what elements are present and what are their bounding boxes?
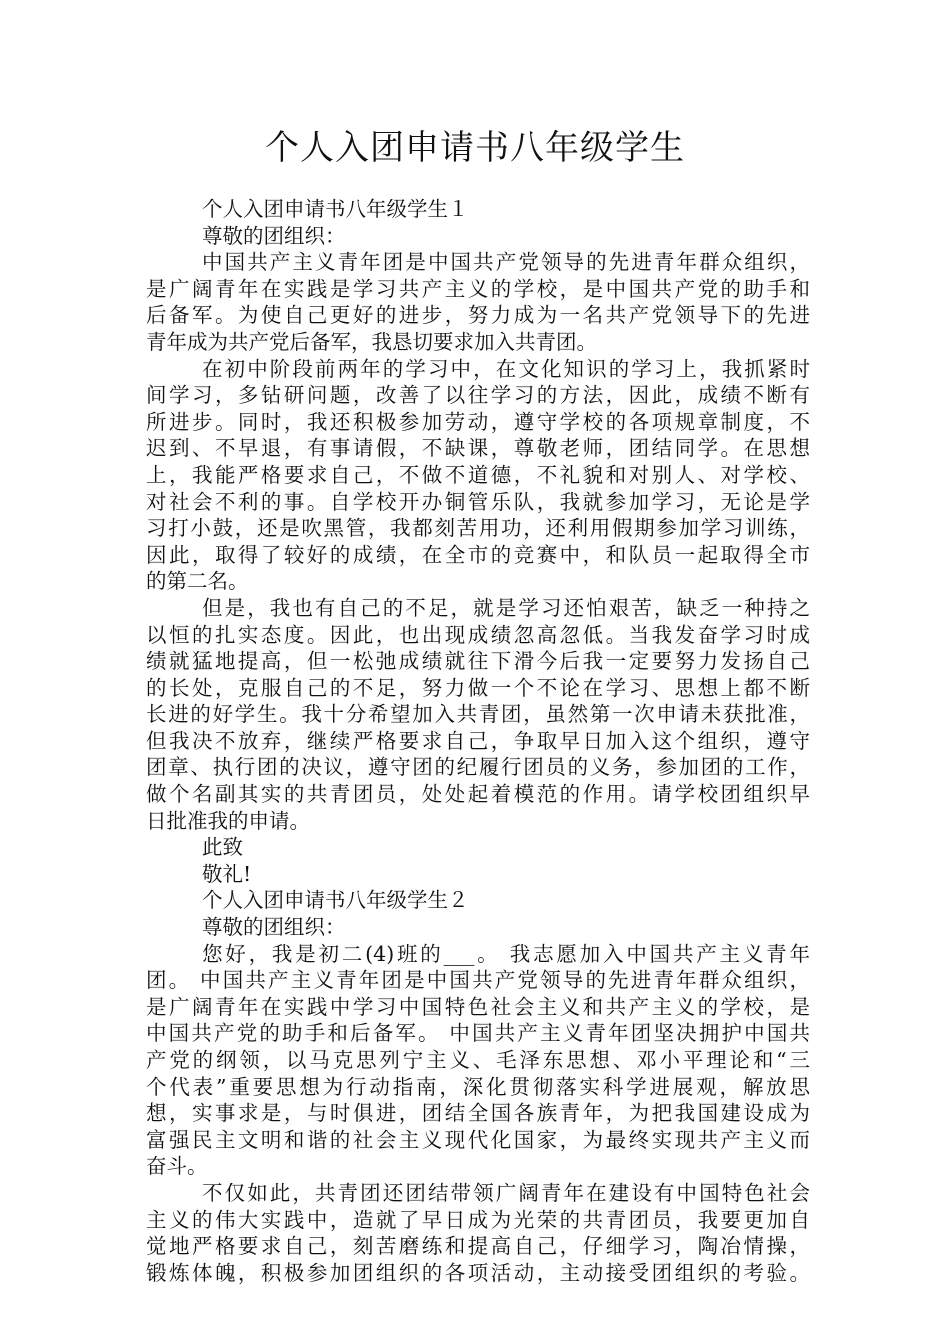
text-line: 中国共产党的助手和后备军。 中国共产主义青年团坚决拥护中国共 xyxy=(146,1021,810,1046)
document-title: 个人入团申请书八年级学生 xyxy=(265,128,685,168)
text-line: 奋斗。 xyxy=(146,1154,208,1179)
text-line: 在初中阶段前两年的学习中，在文化知识的学习上，我抓紧时 xyxy=(202,356,810,381)
text-line: 做个名副其实的共青团员，处处起着模范的作用。请学校团组织早 xyxy=(146,782,810,807)
text-line: 以恒的扎实态度。因此，也出现成绩忽高忽低。当我发奋学习时成 xyxy=(146,622,810,647)
text-line: 产党的纲领，以马克思列宁主义、毛泽东思想、邓小平理论和“三 xyxy=(146,1048,810,1072)
text-line: 不仅如此，共青团还团结带领广阔青年在建设有中国特色社会 xyxy=(202,1180,810,1205)
text-line: 后备军。为使自己更好的进步，努力成为一名共产党领导下的先进 xyxy=(146,303,810,328)
text-line: 日批准我的申请。 xyxy=(146,808,310,833)
text-line: 的第二名。 xyxy=(146,569,249,594)
text-line: 尊敬的团组织： xyxy=(202,915,346,940)
text-line: 的长处，克服自己的不足，努力做一个不论在学习、思想上都不断 xyxy=(146,675,810,700)
text-line: 所进步。同时，我还积极参加劳动，遵守学校的各项规章制度，不 xyxy=(146,409,810,434)
text-line: 团章、执行团的决议，遵守团的纪履行团员的义务，参加团的工作， xyxy=(146,755,810,780)
text-line: 因此，取得了较好的成绩，在全市的竞赛中，和队员一起取得全市 xyxy=(146,542,810,567)
text-line: 尊敬的团组织： xyxy=(202,223,346,248)
text-line: 是广阔青年在实践中学习中国特色社会主义和共产主义的学校，是 xyxy=(146,994,810,1019)
text-line: 间学习，多钻研问题，改善了以往学习的方法，因此，成绩不断有 xyxy=(146,383,810,408)
text-line: 绩就猛地提高，但一松弛成绩就往下滑今后我一定要努力发扬自己 xyxy=(146,649,810,674)
text-line: 个人入团申请书八年级学生２ xyxy=(202,888,469,913)
text-line: 个代表”重要思想为行动指南，深化贯彻落实科学进展观，解放思 xyxy=(146,1074,810,1099)
text-line: 主义的伟大实践中，造就了早日成为光荣的共青团员，我要更加自 xyxy=(146,1207,810,1232)
text-line: 中国共产主义青年团是中国共产党领导的先进青年群众组织， xyxy=(202,250,810,275)
text-line: 上，我能严格要求自己，不做不道德，不礼貌和对别人、对学校、 xyxy=(146,462,810,487)
text-line: 青年成为共产党后备军，我恳切要求加入共青团。 xyxy=(146,329,597,354)
text-line: 长进的好学生。我十分希望加入共青团，虽然第一次申请未获批准， xyxy=(146,702,810,727)
text-line: 但我决不放弃，继续严格要求自己，争取早日加入这个组织，遵守 xyxy=(146,728,810,753)
text-line: 团。 中国共产主义青年团是中国共产党领导的先进青年群众组织， xyxy=(146,968,810,993)
text-line: 锻炼体魄，积极参加团组织的各项活动，主动接受团组织的考验。 xyxy=(146,1260,810,1285)
text-line: 个人入团申请书八年级学生１ xyxy=(202,197,469,221)
text-line: 习打小鼓，还是吹黑管，我都刻苦用功，还利用假期参加学习训练， xyxy=(146,516,810,541)
text-line: 觉地严格要求自己，刻苦磨练和提高自己，仔细学习，陶冶情操， xyxy=(146,1234,810,1259)
text-line: 此致 xyxy=(202,835,243,860)
text-line: 您好，我是初二(4)班的___。 我志愿加入中国共产主义青年 xyxy=(202,941,810,966)
text-line: 对社会不利的事。自学校开办铜管乐队，我就参加学习，无论是学 xyxy=(146,489,810,514)
text-line: 想，实事求是，与时俱进，团结全国各族青年，为把我国建设成为 xyxy=(146,1101,810,1126)
text-line: 是广阔青年在实践是学习共产主义的学校，是中国共产党的助手和 xyxy=(146,276,810,301)
text-line: 敬礼! xyxy=(202,861,252,886)
text-line: 富强民主文明和谐的社会主义现代化国家，为最终实现共产主义而 xyxy=(146,1127,810,1152)
document-body xyxy=(146,196,810,1286)
text-line: 但是，我也有自己的不足，就是学习还怕艰苦，缺乏一种持之 xyxy=(202,595,810,620)
text-line: 迟到、不早退，有事请假，不缺课，尊敬老师，团结同学。在思想 xyxy=(146,436,810,461)
